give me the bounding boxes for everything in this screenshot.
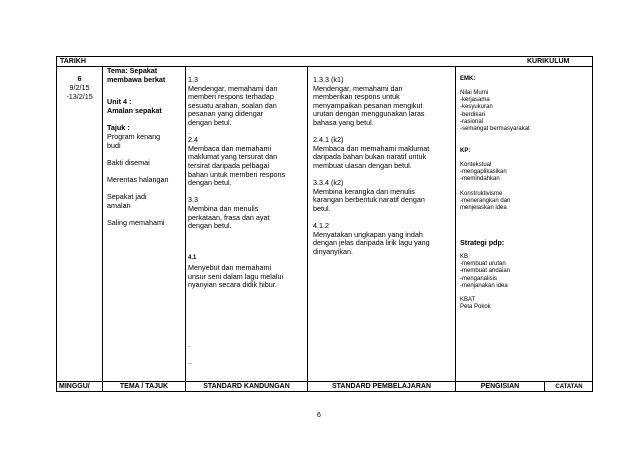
date-range: 9/2/15 -13/2/15 [66, 83, 93, 101]
footer-sp: STANDARD PEMBELAJARAN [331, 383, 432, 390]
sk-4-1-code: 4.1 [188, 255, 197, 261]
lesson-plan-table [56, 56, 593, 392]
tajuk-list: Program kenang budi Bakti disemai Merentas halangan Sepakat jadi amalan Saling memahami [107, 132, 169, 227]
standard-kandungan-text: 1.3 Mendengar, memahami dan memberi respons terhadap sesuatu arahan, soalan dan pesanan yang didengar dengan betul. . 2.4 Membaca dan memahami maklumat yang tersurat dan tersirat daripada pelbagai bahan untuk memberi respons dengan betul. 3.3 Membina dan menulis perkataan, frasa dan ayat dengan betul. [188, 75, 286, 231]
footer-sk: STANDARD KANDUNGAN [203, 383, 290, 390]
footer-catatan: CATATAN [555, 384, 583, 390]
footer-tema: TEMA / TAJUK [119, 383, 169, 390]
strategi-list: KB -membuat urutan -membuat andaian -menganalisis -menjanakan idea KBAT Peta Pokok [460, 254, 511, 311]
header-tarikh: TARIKH [60, 58, 86, 65]
col-divider-2 [185, 66, 186, 392]
week-number: 6 [77, 74, 82, 83]
footer-minggu: MINGGU/ [59, 383, 90, 390]
sk-trailing-dots: . .. [188, 340, 192, 367]
emk-heading: EMK: [460, 76, 476, 82]
col-divider-3 [307, 66, 308, 392]
col-divider-1 [102, 66, 103, 392]
header-kurikulum: KURIKULUM [527, 58, 570, 65]
kp-list: Kontekstual -mengaplikasikan -memindahkan Konstruktivisme -menerangkan dan menjelaskan idea [460, 162, 511, 212]
footer-pengisian: PENGISIAN [480, 383, 520, 390]
sk-4-1-text: Menyebut dan memahami unsur seni dalam lagu melalui nyanyian secara didik hibur. [188, 263, 284, 290]
kp-heading: KP: [460, 148, 471, 154]
col-divider-4 [455, 66, 456, 392]
emk-list: Nilai Murni -kerjasama -kesyukuran -berdikari -rasional -semangat bermasyarakat [460, 90, 530, 133]
standard-pembelajaran-text: 1.3.3 (k1) Mendengar, memahami dan memberikan respons untuk menyampaikan pesanan mengikut urutan dengan menggunakan laras bahasa yang betul. 2.4.1 (k2) Membaca dan memahami maklumat daripada bahan bukan naratif untuk membuat ulasan dengan betul. 3.3.4 (k2) Membina kerangka dan menulis karangan berbentuk naratif dengan betul. 4.1.2 Menyatakan ungkapan yang indah dengan jelas daripada lirik lagu yang dinyanyikan. [313, 75, 430, 256]
page-number: 6 [317, 412, 321, 419]
unit-label: Unit 4 : Amalan sepakat [107, 97, 162, 115]
tajuk-label: Tajuk : [107, 123, 130, 132]
tema-label: Tema: Sepakat membawa berkat [107, 66, 166, 84]
strategi-heading: Strategi pdp: [460, 238, 505, 247]
